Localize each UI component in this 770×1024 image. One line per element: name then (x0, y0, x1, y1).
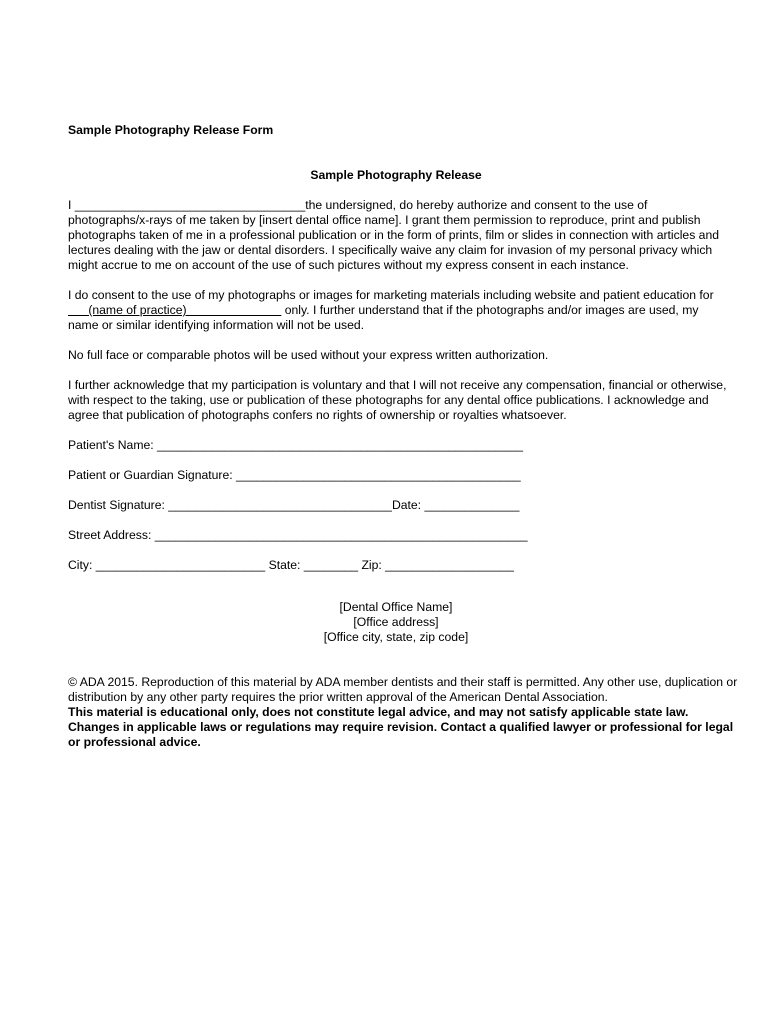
office-address-block (0, 600, 770, 645)
acknowledgement-paragraph: I further acknowledge that my participation is voluntary and that I will not receive any compensation, financial or otherwise, with respect to the taking, use or publication of these photographs for any dental office publications. I acknowledge and agree that publication of photographs confers no rights of ownership or royalties whatsoever. (68, 378, 727, 422)
street-address-field: Street Address: _______________________________________________________ (68, 528, 528, 542)
patient-name-field: Patient's Name: ______________________________________________________ (68, 438, 524, 452)
marketing-consent-end: only. I further understand that if the photographs and/or images are used, my name or similar identifying information will not be used. (68, 303, 699, 332)
office-name: [Dental Office Name] (339, 600, 453, 614)
dentist-signature-field: Dentist Signature: _________________________________Date: ______________ (68, 498, 520, 512)
guardian-signature-field: Patient or Guardian Signature: __________________________________________ (68, 468, 521, 482)
marketing-consent-paragraph (68, 288, 730, 333)
office-city-state-zip: [Office city, state, zip code] (323, 630, 469, 644)
authorization-paragraph: I __________________________________the undersigned, do hereby authorize and consent to the use of photographs/x-rays of me taken by [insert dental office name]. I grant them permission to reproduce, print and publish photographs taken of me in a professional publication or in the form of prints, film or slides in connection with articles and lectures dealing with the jaw or dental disorders. I specifically waive any claim for invasion of my personal privacy which might accrue to me on account of the use of such pictures without my express consent in each instance. (68, 198, 720, 272)
no-full-face-paragraph: No full face or comparable photos will be used without your express written authorization. (68, 348, 549, 362)
copyright-notice: © ADA 2015. Reproduction of this material by ADA member dentists and their staff is permitted. Any other use, duplication or distribution by any other party requires the prior written approval of the American Dental Association. (68, 675, 738, 704)
legal-disclaimer: This material is educational only, does not constitute legal advice, and may not satisfy applicable state law. Changes in applicable laws or regulations may require revision. Contact a qualified lawyer or professional for legal or professional advice. (68, 705, 734, 749)
footer (68, 675, 738, 750)
office-address: [Office address] (353, 615, 439, 629)
release-heading: Sample Photography Release (310, 168, 482, 182)
practice-name-blank: (name of practice) (68, 303, 282, 317)
release-body (68, 198, 730, 573)
document-title: Sample Photography Release Form (68, 123, 274, 137)
marketing-consent-start: I do consent to the use of my photographs or images for marketing materials including website and patient education for (68, 288, 714, 302)
city-state-zip-field: City: _________________________ State: ________ Zip: ___________________ (68, 558, 514, 572)
